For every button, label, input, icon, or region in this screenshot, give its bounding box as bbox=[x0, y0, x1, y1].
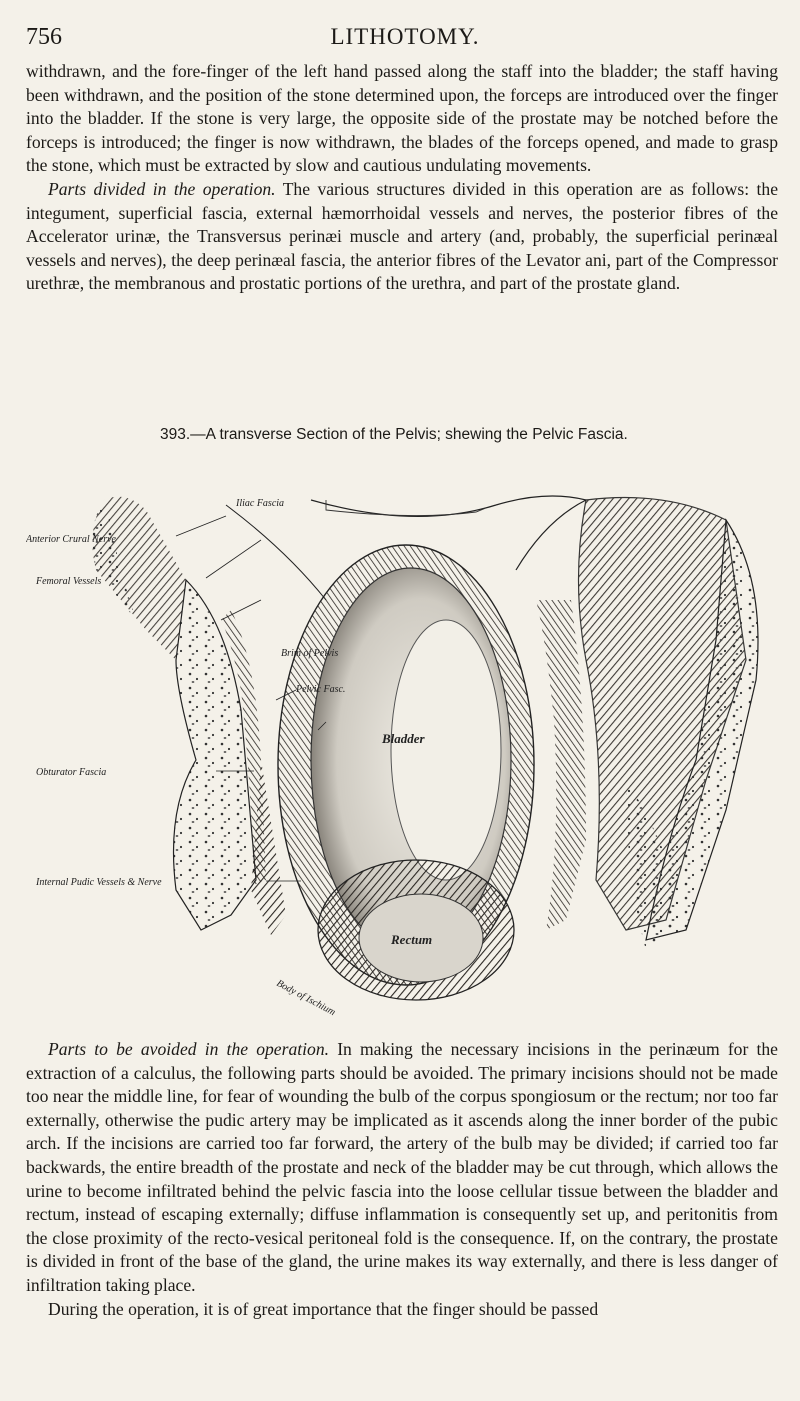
pelvis-figure bbox=[26, 460, 786, 1020]
label-rectum: Rectum bbox=[391, 932, 433, 947]
paragraph-4: During the operation, it is of great importance that the finger should be passed bbox=[48, 1298, 599, 1319]
label-obturator-fascia: Obturator Fascia bbox=[36, 767, 107, 778]
left-iliac-fascia-line bbox=[226, 505, 326, 600]
paragraph-2-text: The various structures divided in this operation are as follows: the integument, superficial fascia, external hæmorrhoidal vessels and nerves, the posterior fibres of the Accelerator urinæ, the Transversus perinæi muscle and artery (and, probably, the superficial perinæal vessels and nerves), the deep perinæal fascia, the anterior fibres of the Levator ani, part of the Compressor urethræ, the membranous and prostatic portions of the urethra, and part of the prostate gland. bbox=[26, 178, 778, 294]
label-brim-of-pelvis: Brim of Pelvis bbox=[281, 648, 339, 659]
running-title: LITHOTOMY. bbox=[330, 24, 480, 49]
running-head bbox=[26, 24, 784, 54]
page-number: 756 bbox=[26, 24, 62, 50]
peritoneum-fold bbox=[326, 500, 486, 516]
label-internal-pudic: Internal Pudic Vessels & Nerve bbox=[36, 877, 162, 888]
label-body-of-ischium: Body of Ischium bbox=[274, 977, 338, 1019]
paragraph-3-text: In making the necessary incisions in the perinæum for the extraction of a calculus, the following parts should be avoided. The primary incisions should not be made too near the middle line, for fear of wounding the bulb of the corpus spongiosum or the rectum; nor too far externally, otherwise the pudic artery may be implicated as it ascends along the inner border of the pubic arch. If the incisions are carried too far forward, the artery of the bulb may be divided; if carried too far backwards, the entire breadth of the prostate and neck of the bladder may be cut through, which allows the urine to become infiltrated behind the pelvic fascia into the loose cellular tissue between the bladder and rectum, instead of escaping externally; diffuse inflammation is consequently set up, and peritonitis from the close proximity of the recto-vesical peritoneal fold is the consequence. If, on the contrary, the prostate is divided in front of the base of the gland, the urine makes its way externally, and there is less danger of infiltration taking place. bbox=[26, 1039, 778, 1295]
label-bladder: Bladder bbox=[382, 731, 425, 746]
text-block-bottom bbox=[26, 1038, 778, 1321]
right-obturator-muscle bbox=[536, 600, 586, 930]
label-anterior-crural-nerve: Anterior Crural Nerve bbox=[26, 534, 116, 545]
bladder-lumen bbox=[391, 620, 501, 880]
pelvis-illustration bbox=[26, 460, 786, 1020]
paragraph-1: withdrawn, and the fore-finger of the left hand passed along the staff into the bladder; the staff having been withdrawn, and the position of the stone determined upon, the forceps are introduced over the finger into the bladder. If the stone is very large, the opposite side of the prostate may be notched before the forceps is introduced; the finger is now withdrawn, the blades of the forceps opened, and made to grasp the stone, which must be extracted by slow and cautious undulating movements. bbox=[26, 61, 778, 176]
paragraph-2-heading: Parts divided in the operation. bbox=[48, 178, 276, 199]
paragraph-3-heading: Parts to be avoided in the operation. bbox=[48, 1039, 330, 1059]
label-pelvic-fascia: Pelvic Fasc. bbox=[296, 684, 346, 695]
right-peritoneum-line bbox=[496, 496, 586, 570]
peritoneum-line bbox=[311, 500, 496, 516]
text-block-top bbox=[26, 60, 778, 296]
label-femoral-vessels: Femoral Vessels bbox=[36, 576, 102, 587]
paragraph-3 bbox=[26, 1038, 778, 1298]
paragraph-2 bbox=[26, 178, 778, 296]
left-pelvic-wall bbox=[174, 580, 257, 930]
figure-caption: 393.—A transverse Section of the Pelvis; shewing the Pelvic Fascia. bbox=[160, 426, 628, 443]
label-iliac-fascia: Iliac Fascia bbox=[236, 498, 285, 509]
